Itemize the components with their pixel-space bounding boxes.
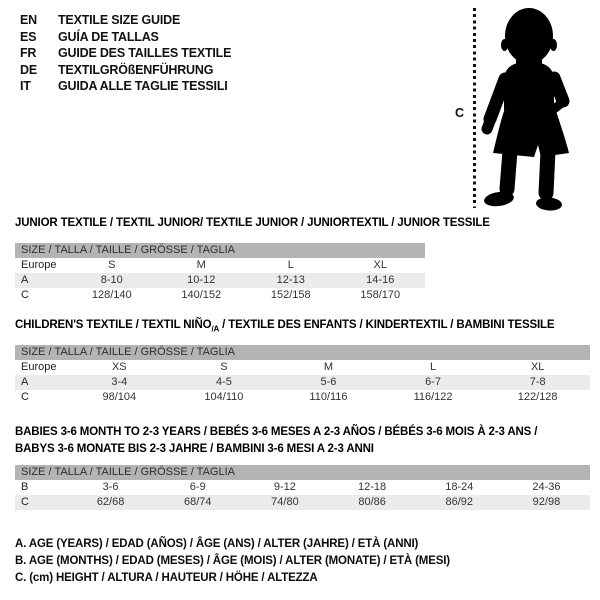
language-code: FR — [20, 46, 37, 61]
table-row — [15, 495, 590, 510]
table-cell: 12-18 — [358, 481, 387, 493]
children-size-table — [15, 345, 590, 405]
table-cell: 14-16 — [366, 274, 395, 286]
footnotes-block — [15, 536, 450, 587]
children-title-prefix: CHILDREN'S TEXTILE / TEXTIL NIÑO — [15, 319, 212, 331]
table-cell: Europe — [21, 259, 57, 271]
babies-table-title — [15, 424, 590, 458]
table-body — [15, 360, 590, 405]
table-cell: 6-9 — [189, 481, 206, 493]
table-cell: M — [196, 259, 206, 271]
table-cell: XL — [373, 259, 387, 271]
language-code: ES — [20, 29, 37, 44]
table-cell: 6-7 — [425, 376, 442, 388]
guide-title: TEXTILGRÖßENFÜHRUNG — [58, 62, 214, 77]
table-cell: 62/68 — [96, 496, 125, 508]
table-cell: C — [21, 289, 29, 301]
table-cell: XL — [530, 361, 545, 373]
table-cell: XS — [111, 361, 127, 373]
table-cell: 3-6 — [102, 481, 119, 493]
table-cell: A — [21, 376, 29, 388]
table-cell: 98/104 — [102, 391, 137, 403]
language-code: EN — [20, 13, 37, 28]
language-row — [20, 78, 231, 95]
table-cell: S — [108, 259, 116, 271]
table-row — [15, 390, 590, 405]
table-cell: S — [220, 361, 228, 373]
table-cell: 68/74 — [183, 496, 212, 508]
table-cell: 74/80 — [271, 496, 299, 508]
table-cell: 92/98 — [532, 496, 561, 508]
language-row — [20, 12, 231, 29]
table-row — [15, 480, 590, 495]
language-code: DE — [20, 62, 37, 77]
children-title-suffix: / TEXTILE DES ENFANTS / KINDERTEXTIL / BAMBINI TESSILE — [219, 319, 555, 331]
table-cell: 10-12 — [187, 274, 216, 286]
table-cell: 5-6 — [320, 376, 337, 388]
table-cell: 158/170 — [360, 289, 401, 301]
language-code: IT — [20, 79, 31, 94]
table-cell: L — [287, 259, 294, 271]
table-cell: 86/92 — [445, 496, 474, 508]
junior-size-table — [15, 243, 425, 303]
guide-title: GUIDE DES TAILLES TEXTILE — [58, 46, 232, 61]
size-header-band: SIZE / TALLA / TAILLE / GRÖSSE / TAGLIA — [15, 465, 590, 480]
table-cell: 12-13 — [276, 274, 305, 286]
table-cell: 18-24 — [445, 481, 474, 493]
table-cell: C — [21, 391, 29, 403]
table-cell: 4-5 — [215, 376, 232, 388]
table-cell: 80/86 — [358, 496, 386, 508]
table-cell: 8-10 — [100, 274, 123, 286]
table-cell: 24-36 — [532, 481, 561, 493]
guide-title: GUÍA DE TALLAS — [58, 29, 159, 44]
table-body — [15, 258, 425, 303]
table-row — [15, 375, 590, 390]
table-cell: L — [430, 361, 437, 373]
table-cell: Europe — [21, 361, 57, 373]
table-cell: 9-12 — [273, 481, 296, 493]
height-measure-dashed-line — [473, 8, 476, 208]
height-measure-label: C — [455, 106, 465, 120]
babies-title-line1: BABIES 3-6 MONTH TO 2-3 YEARS / BEBÉS 3-6 MESES A 2-3 AÑOS / BÉBÉS 3-6 MOIS À 2-3 ANS / — [15, 426, 538, 438]
children-table-title — [15, 319, 554, 333]
babies-title-line2: BABYS 3-6 MONATE BIS 2-3 JAHRE / BAMBINI 3-6 MESI A 2-3 ANNI — [15, 443, 374, 455]
table-cell: 110/116 — [309, 391, 348, 403]
table-cell: 7-8 — [529, 376, 546, 388]
table-row — [15, 273, 425, 288]
guide-title: TEXTILE SIZE GUIDE — [58, 13, 181, 28]
table-cell: 128/140 — [91, 289, 132, 301]
table-cell: A — [21, 274, 29, 286]
guide-title: GUIDA ALLE TAGLIE TESSILI — [58, 79, 228, 94]
children-title-subscript: /A — [211, 324, 220, 334]
table-row — [15, 258, 425, 273]
baby-silhouette-icon — [480, 3, 600, 213]
table-body — [15, 480, 590, 510]
table-row — [15, 288, 425, 303]
table-cell: M — [323, 361, 334, 373]
table-cell: 122/128 — [517, 391, 558, 403]
language-row — [20, 62, 231, 79]
footnote-age-months: B. AGE (MONTHS) / EDAD (MESES) / ÂGE (MOIS) / ALTER (MONATE) / ETÀ (MESI) — [15, 555, 450, 567]
junior-table-title: JUNIOR TEXTILE / TEXTIL JUNIOR/ TEXTILE JUNIOR / JUNIORTEXTIL / JUNIOR TESSILE — [15, 217, 490, 229]
footnote-age-years: A. AGE (YEARS) / EDAD (AÑOS) / ÂGE (ANS) / ALTER (JAHRE) / ETÀ (ANNI) — [15, 538, 419, 550]
size-header-band: SIZE / TALLA / TAILLE / GRÖSSE / TAGLIA — [15, 345, 590, 360]
table-cell: 104/110 — [204, 391, 244, 403]
table-cell: 3-4 — [111, 376, 128, 388]
table-cell: 152/158 — [270, 289, 311, 301]
language-row — [20, 45, 231, 62]
babies-size-table — [15, 465, 590, 510]
language-row — [20, 29, 231, 46]
language-title-block — [20, 12, 231, 95]
size-header-band: SIZE / TALLA / TAILLE / GRÖSSE / TAGLIA — [15, 243, 425, 258]
table-cell: 140/152 — [181, 289, 222, 301]
table-cell: 116/122 — [413, 391, 453, 403]
footnote-height-cm: C. (cm) HEIGHT / ALTURA / HAUTEUR / HÖHE / ALTEZZA — [15, 572, 318, 584]
table-cell: B — [21, 481, 29, 493]
table-cell: C — [21, 496, 29, 508]
table-row — [15, 360, 590, 375]
